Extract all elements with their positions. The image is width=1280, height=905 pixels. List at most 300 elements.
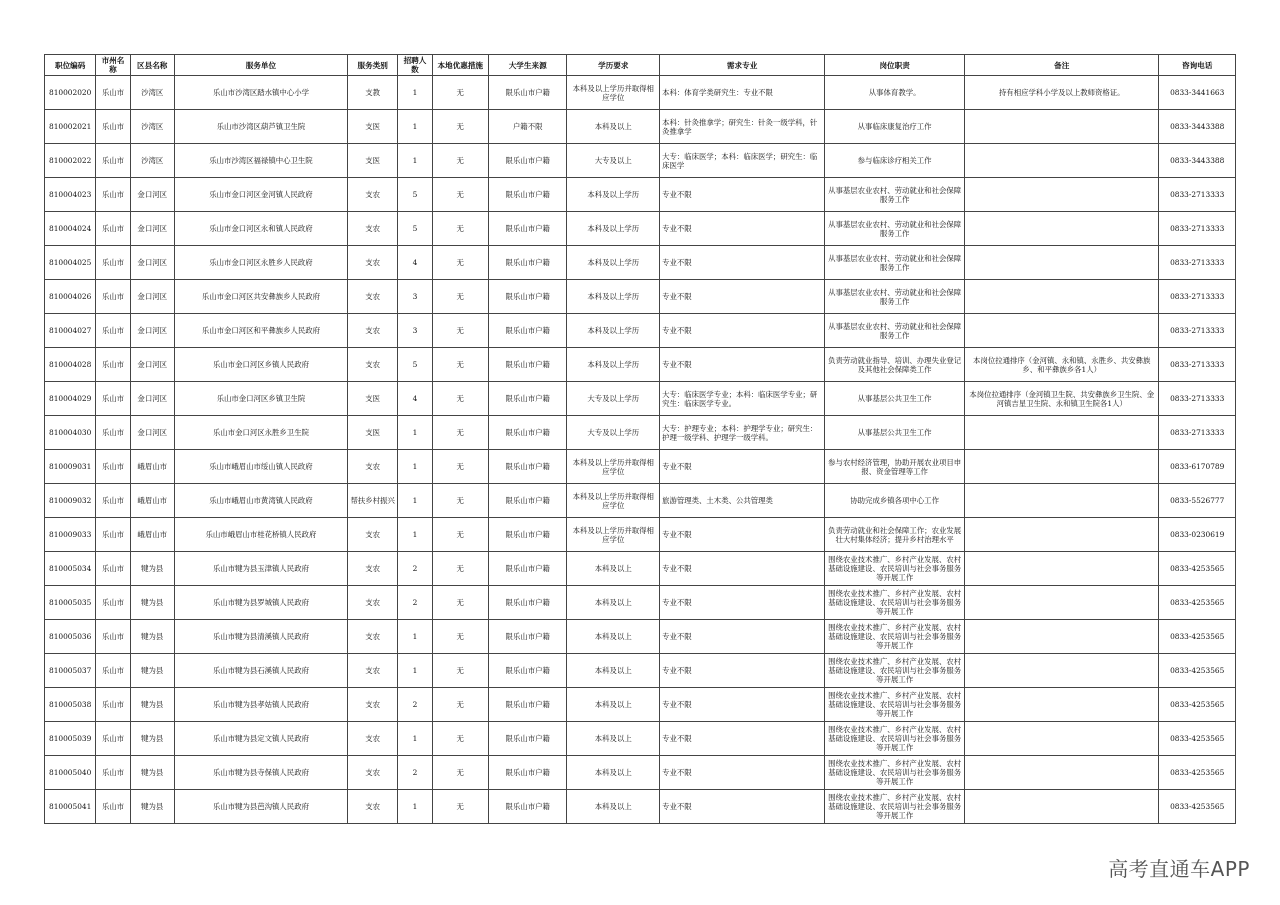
phone-cell: 0833-2713333 <box>1159 416 1236 450</box>
headcount-cell: 1 <box>398 416 432 450</box>
district-cell: 沙湾区 <box>130 76 174 110</box>
headcount-cell: 5 <box>398 348 432 382</box>
duty-cell: 从事基层公共卫生工作 <box>825 382 965 416</box>
major-cell: 专业不限 <box>660 280 825 314</box>
phone-cell: 0833-3443388 <box>1159 144 1236 178</box>
table-row <box>45 246 1236 280</box>
duty-cell: 从事基层农业农村、劳动就业和社会保障服务工作 <box>825 212 965 246</box>
phone-cell: 0833-4253565 <box>1159 552 1236 586</box>
table-body <box>45 76 1236 824</box>
local-benefit-cell: 无 <box>432 654 488 688</box>
table-row <box>45 654 1236 688</box>
unit-cell: 乐山市金口河区乡镇卫生院 <box>174 382 347 416</box>
source-cell: 限乐山市户籍 <box>488 790 567 824</box>
major-cell: 专业不限 <box>660 790 825 824</box>
major-cell: 专业不限 <box>660 246 825 280</box>
unit-cell: 乐山市金口河区永胜乡人民政府 <box>174 246 347 280</box>
remark-cell <box>965 246 1159 280</box>
column-header: 需求专业 <box>660 55 825 76</box>
headcount-cell: 2 <box>398 756 432 790</box>
job-code-cell: 810004023 <box>45 178 96 212</box>
column-header: 市州名称 <box>96 55 130 76</box>
local-benefit-cell: 无 <box>432 382 488 416</box>
headcount-cell: 1 <box>398 484 432 518</box>
remark-cell <box>965 756 1159 790</box>
district-cell: 犍为县 <box>130 790 174 824</box>
watermark: 高考直通车APP <box>1108 857 1250 881</box>
column-header: 岗位职责 <box>825 55 965 76</box>
district-cell: 峨眉山市 <box>130 450 174 484</box>
city-cell: 乐山市 <box>96 76 130 110</box>
local-benefit-cell: 无 <box>432 756 488 790</box>
table-row <box>45 586 1236 620</box>
source-cell: 限乐山市户籍 <box>488 654 567 688</box>
phone-cell: 0833-2713333 <box>1159 382 1236 416</box>
column-header: 招聘人数 <box>398 55 432 76</box>
job-code-cell: 810009032 <box>45 484 96 518</box>
district-cell: 金口河区 <box>130 416 174 450</box>
city-cell: 乐山市 <box>96 450 130 484</box>
duty-cell: 协助完成乡镇各项中心工作 <box>825 484 965 518</box>
unit-cell: 乐山市犍为县罗城镇人民政府 <box>174 586 347 620</box>
job-code-cell: 810002022 <box>45 144 96 178</box>
service-type-cell: 支农 <box>348 280 398 314</box>
education-cell: 本科及以上 <box>567 654 660 688</box>
city-cell: 乐山市 <box>96 348 130 382</box>
table-row <box>45 280 1236 314</box>
service-type-cell: 支医 <box>348 416 398 450</box>
source-cell: 限乐山市户籍 <box>488 722 567 756</box>
unit-cell: 乐山市犍为县孝姑镇人民政府 <box>174 688 347 722</box>
job-code-cell: 810004025 <box>45 246 96 280</box>
education-cell: 本科及以上学历 <box>567 348 660 382</box>
service-type-cell: 支农 <box>348 246 398 280</box>
duty-cell: 参与临床诊疗相关工作 <box>825 144 965 178</box>
local-benefit-cell: 无 <box>432 144 488 178</box>
table-row <box>45 314 1236 348</box>
district-cell: 沙湾区 <box>130 110 174 144</box>
unit-cell: 乐山市沙湾区福禄镇中心卫生院 <box>174 144 347 178</box>
service-type-cell: 支农 <box>348 688 398 722</box>
job-code-cell: 810004030 <box>45 416 96 450</box>
source-cell: 限乐山市户籍 <box>488 416 567 450</box>
city-cell: 乐山市 <box>96 790 130 824</box>
city-cell: 乐山市 <box>96 552 130 586</box>
job-code-cell: 810004026 <box>45 280 96 314</box>
remark-cell <box>965 586 1159 620</box>
education-cell: 大专及以上 <box>567 144 660 178</box>
local-benefit-cell: 无 <box>432 722 488 756</box>
source-cell: 限乐山市户籍 <box>488 212 567 246</box>
education-cell: 本科及以上学历 <box>567 280 660 314</box>
source-cell: 限乐山市户籍 <box>488 552 567 586</box>
local-benefit-cell: 无 <box>432 110 488 144</box>
table-row <box>45 382 1236 416</box>
job-code-cell: 810002020 <box>45 76 96 110</box>
local-benefit-cell: 无 <box>432 688 488 722</box>
duty-cell: 从事基层农业农村、劳动就业和社会保障服务工作 <box>825 178 965 212</box>
remark-cell: 本岗位拉通排序（金河镇卫生院、共安彝族乡卫生院、金河镇吉星卫生院、永和镇卫生院各1人） <box>965 382 1159 416</box>
unit-cell: 乐山市犍为县芭沟镇人民政府 <box>174 790 347 824</box>
remark-cell <box>965 416 1159 450</box>
major-cell: 专业不限 <box>660 722 825 756</box>
column-header: 本地优惠措施 <box>432 55 488 76</box>
phone-cell: 0833-5526777 <box>1159 484 1236 518</box>
headcount-cell: 1 <box>398 654 432 688</box>
duty-cell: 围绕农业技术推广、乡村产业发展、农村基础设施建设、农民培训与社会事务服务等开展工作 <box>825 552 965 586</box>
phone-cell: 0833-3443388 <box>1159 110 1236 144</box>
source-cell: 限乐山市户籍 <box>488 586 567 620</box>
source-cell: 限乐山市户籍 <box>488 314 567 348</box>
phone-cell: 0833-3441663 <box>1159 76 1236 110</box>
headcount-cell: 2 <box>398 586 432 620</box>
unit-cell: 乐山市金口河区永胜乡卫生院 <box>174 416 347 450</box>
service-type-cell: 支农 <box>348 178 398 212</box>
city-cell: 乐山市 <box>96 688 130 722</box>
unit-cell: 乐山市峨眉山市桂花桥镇人民政府 <box>174 518 347 552</box>
education-cell: 本科及以上学历并取得相应学位 <box>567 450 660 484</box>
phone-cell: 0833-2713333 <box>1159 212 1236 246</box>
headcount-cell: 2 <box>398 552 432 586</box>
service-type-cell: 支农 <box>348 654 398 688</box>
headcount-cell: 1 <box>398 620 432 654</box>
local-benefit-cell: 无 <box>432 620 488 654</box>
unit-cell: 乐山市沙湾区踏水镇中心小学 <box>174 76 347 110</box>
city-cell: 乐山市 <box>96 722 130 756</box>
table-row <box>45 76 1236 110</box>
remark-cell <box>965 144 1159 178</box>
city-cell: 乐山市 <box>96 756 130 790</box>
duty-cell: 围绕农业技术推广、乡村产业发展、农村基础设施建设、农民培训与社会事务服务等开展工作 <box>825 620 965 654</box>
duty-cell: 从事体育教学。 <box>825 76 965 110</box>
headcount-cell: 2 <box>398 688 432 722</box>
duty-cell: 围绕农业技术推广、乡村产业发展、农村基础设施建设、农民培训与社会事务服务等开展工作 <box>825 688 965 722</box>
headcount-cell: 4 <box>398 246 432 280</box>
district-cell: 金口河区 <box>130 348 174 382</box>
phone-cell: 0833-2713333 <box>1159 280 1236 314</box>
job-listing-table <box>44 54 1236 824</box>
table-row <box>45 212 1236 246</box>
service-type-cell: 支农 <box>348 586 398 620</box>
unit-cell: 乐山市沙湾区葫芦镇卫生院 <box>174 110 347 144</box>
job-code-cell: 810005037 <box>45 654 96 688</box>
source-cell: 限乐山市户籍 <box>488 178 567 212</box>
major-cell: 大专：临床医学；本科：临床医学；研究生：临床医学 <box>660 144 825 178</box>
job-code-cell: 810004028 <box>45 348 96 382</box>
major-cell: 专业不限 <box>660 348 825 382</box>
local-benefit-cell: 无 <box>432 76 488 110</box>
table-row <box>45 110 1236 144</box>
city-cell: 乐山市 <box>96 212 130 246</box>
table-row <box>45 722 1236 756</box>
duty-cell: 参与农村经济管理，协助开展农业项目申报、资金管理等工作 <box>825 450 965 484</box>
education-cell: 大专及以上学历 <box>567 382 660 416</box>
service-type-cell: 支农 <box>348 790 398 824</box>
education-cell: 本科及以上 <box>567 756 660 790</box>
remark-cell <box>965 518 1159 552</box>
district-cell: 犍为县 <box>130 722 174 756</box>
local-benefit-cell: 无 <box>432 586 488 620</box>
remark-cell <box>965 620 1159 654</box>
table-row <box>45 144 1236 178</box>
unit-cell: 乐山市犍为县定文镇人民政府 <box>174 722 347 756</box>
phone-cell: 0833-4253565 <box>1159 756 1236 790</box>
job-code-cell: 810002021 <box>45 110 96 144</box>
local-benefit-cell: 无 <box>432 416 488 450</box>
column-header: 职位编码 <box>45 55 96 76</box>
duty-cell: 负责劳动就业和社会保障工作；农业发展壮大村集体经济；提升乡村治理水平 <box>825 518 965 552</box>
table-row <box>45 178 1236 212</box>
service-type-cell: 支农 <box>348 518 398 552</box>
duty-cell: 从事基层农业农村、劳动就业和社会保障服务工作 <box>825 314 965 348</box>
job-code-cell: 810009033 <box>45 518 96 552</box>
duty-cell: 从事基层农业农村、劳动就业和社会保障服务工作 <box>825 280 965 314</box>
source-cell: 限乐山市户籍 <box>488 144 567 178</box>
district-cell: 峨眉山市 <box>130 484 174 518</box>
phone-cell: 0833-2713333 <box>1159 314 1236 348</box>
remark-cell <box>965 688 1159 722</box>
remark-cell <box>965 790 1159 824</box>
phone-cell: 0833-4253565 <box>1159 722 1236 756</box>
education-cell: 本科及以上 <box>567 586 660 620</box>
job-code-cell: 810005038 <box>45 688 96 722</box>
district-cell: 犍为县 <box>130 688 174 722</box>
service-type-cell: 支医 <box>348 382 398 416</box>
phone-cell: 0833-4253565 <box>1159 790 1236 824</box>
table-row <box>45 790 1236 824</box>
local-benefit-cell: 无 <box>432 348 488 382</box>
unit-cell: 乐山市犍为县清溪镇人民政府 <box>174 620 347 654</box>
major-cell: 专业不限 <box>660 586 825 620</box>
unit-cell: 乐山市峨眉山市绥山镇人民政府 <box>174 450 347 484</box>
duty-cell: 围绕农业技术推广、乡村产业发展、农村基础设施建设、农民培训与社会事务服务等开展工作 <box>825 790 965 824</box>
column-header: 服务类别 <box>348 55 398 76</box>
remark-cell: 本岗位拉通排序（金河镇、永和镇、永胜乡、共安彝族乡、和平彝族乡各1人） <box>965 348 1159 382</box>
education-cell: 本科及以上 <box>567 688 660 722</box>
education-cell: 本科及以上学历并取得相应学位 <box>567 484 660 518</box>
source-cell: 限乐山市户籍 <box>488 246 567 280</box>
city-cell: 乐山市 <box>96 314 130 348</box>
table-row <box>45 688 1236 722</box>
remark-cell <box>965 654 1159 688</box>
district-cell: 犍为县 <box>130 586 174 620</box>
major-cell: 大专：护理专业；本科：护理学专业；研究生：护理一级学科、护理学一级学科。 <box>660 416 825 450</box>
headcount-cell: 3 <box>398 314 432 348</box>
service-type-cell: 支农 <box>348 756 398 790</box>
remark-cell <box>965 484 1159 518</box>
source-cell: 限乐山市户籍 <box>488 484 567 518</box>
source-cell: 限乐山市户籍 <box>488 450 567 484</box>
city-cell: 乐山市 <box>96 518 130 552</box>
service-type-cell: 支农 <box>348 552 398 586</box>
source-cell: 限乐山市户籍 <box>488 382 567 416</box>
service-type-cell: 支农 <box>348 450 398 484</box>
table-row <box>45 484 1236 518</box>
city-cell: 乐山市 <box>96 620 130 654</box>
city-cell: 乐山市 <box>96 586 130 620</box>
table-row <box>45 416 1236 450</box>
local-benefit-cell: 无 <box>432 790 488 824</box>
major-cell: 旅游管理类、土木类、公共管理类 <box>660 484 825 518</box>
headcount-cell: 1 <box>398 110 432 144</box>
headcount-cell: 5 <box>398 212 432 246</box>
column-header: 学历要求 <box>567 55 660 76</box>
district-cell: 金口河区 <box>130 382 174 416</box>
local-benefit-cell: 无 <box>432 178 488 212</box>
headcount-cell: 5 <box>398 178 432 212</box>
unit-cell: 乐山市金口河区乡镇人民政府 <box>174 348 347 382</box>
city-cell: 乐山市 <box>96 246 130 280</box>
city-cell: 乐山市 <box>96 144 130 178</box>
education-cell: 本科及以上 <box>567 110 660 144</box>
duty-cell: 负责劳动就业指导、培训、办理失业登记及其他社会保障类工作 <box>825 348 965 382</box>
phone-cell: 0833-4253565 <box>1159 654 1236 688</box>
district-cell: 金口河区 <box>130 314 174 348</box>
remark-cell <box>965 178 1159 212</box>
education-cell: 本科及以上 <box>567 790 660 824</box>
duty-cell: 围绕农业技术推广、乡村产业发展、农村基础设施建设、农民培训与社会事务服务等开展工作 <box>825 654 965 688</box>
job-code-cell: 810005041 <box>45 790 96 824</box>
job-code-cell: 810005040 <box>45 756 96 790</box>
job-code-cell: 810005034 <box>45 552 96 586</box>
major-cell: 专业不限 <box>660 314 825 348</box>
service-type-cell: 支农 <box>348 722 398 756</box>
job-code-cell: 810004027 <box>45 314 96 348</box>
phone-cell: 0833-2713333 <box>1159 348 1236 382</box>
phone-cell: 0833-4253565 <box>1159 620 1236 654</box>
education-cell: 本科及以上 <box>567 620 660 654</box>
unit-cell: 乐山市金口河区共安彝族乡人民政府 <box>174 280 347 314</box>
job-code-cell: 810005035 <box>45 586 96 620</box>
column-header: 区县名称 <box>130 55 174 76</box>
source-cell: 限乐山市户籍 <box>488 280 567 314</box>
job-code-cell: 810004024 <box>45 212 96 246</box>
major-cell: 专业不限 <box>660 212 825 246</box>
unit-cell: 乐山市犍为县石溪镇人民政府 <box>174 654 347 688</box>
duty-cell: 从事基层农业农村、劳动就业和社会保障服务工作 <box>825 246 965 280</box>
district-cell: 犍为县 <box>130 654 174 688</box>
education-cell: 本科及以上学历 <box>567 178 660 212</box>
education-cell: 本科及以上学历并取得相应学位 <box>567 76 660 110</box>
unit-cell: 乐山市犍为县寺保镇人民政府 <box>174 756 347 790</box>
job-code-cell: 810004029 <box>45 382 96 416</box>
education-cell: 本科及以上 <box>567 552 660 586</box>
unit-cell: 乐山市金口河区和平彝族乡人民政府 <box>174 314 347 348</box>
phone-cell: 0833-2713333 <box>1159 178 1236 212</box>
remark-cell <box>965 212 1159 246</box>
duty-cell: 从事临床康复治疗工作 <box>825 110 965 144</box>
education-cell: 本科及以上学历 <box>567 314 660 348</box>
service-type-cell: 帮扶乡村振兴 <box>348 484 398 518</box>
job-code-cell: 810005036 <box>45 620 96 654</box>
city-cell: 乐山市 <box>96 416 130 450</box>
service-type-cell: 支农 <box>348 620 398 654</box>
source-cell: 限乐山市户籍 <box>488 348 567 382</box>
source-cell: 限乐山市户籍 <box>488 688 567 722</box>
education-cell: 大专及以上学历 <box>567 416 660 450</box>
major-cell: 专业不限 <box>660 518 825 552</box>
city-cell: 乐山市 <box>96 382 130 416</box>
major-cell: 专业不限 <box>660 178 825 212</box>
city-cell: 乐山市 <box>96 110 130 144</box>
duty-cell: 从事基层公共卫生工作 <box>825 416 965 450</box>
source-cell: 限乐山市户籍 <box>488 756 567 790</box>
column-header: 服务单位 <box>174 55 347 76</box>
headcount-cell: 3 <box>398 280 432 314</box>
headcount-cell: 1 <box>398 722 432 756</box>
education-cell: 本科及以上学历 <box>567 212 660 246</box>
remark-cell <box>965 552 1159 586</box>
district-cell: 峨眉山市 <box>130 518 174 552</box>
phone-cell: 0833-0230619 <box>1159 518 1236 552</box>
major-cell: 专业不限 <box>660 620 825 654</box>
headcount-cell: 1 <box>398 144 432 178</box>
duty-cell: 围绕农业技术推广、乡村产业发展、农村基础设施建设、农民培训与社会事务服务等开展工作 <box>825 756 965 790</box>
duty-cell: 围绕农业技术推广、乡村产业发展、农村基础设施建设、农民培训与社会事务服务等开展工作 <box>825 586 965 620</box>
district-cell: 犍为县 <box>130 620 174 654</box>
headcount-cell: 1 <box>398 790 432 824</box>
phone-cell: 0833-6170789 <box>1159 450 1236 484</box>
job-code-cell: 810005039 <box>45 722 96 756</box>
remark-cell <box>965 450 1159 484</box>
table-row <box>45 552 1236 586</box>
duty-cell: 围绕农业技术推广、乡村产业发展、农村基础设施建设、农民培训与社会事务服务等开展工作 <box>825 722 965 756</box>
table-row <box>45 450 1236 484</box>
service-type-cell: 支医 <box>348 144 398 178</box>
unit-cell: 乐山市犍为县玉津镇人民政府 <box>174 552 347 586</box>
remark-cell <box>965 722 1159 756</box>
local-benefit-cell: 无 <box>432 518 488 552</box>
unit-cell: 乐山市金口河区金河镇人民政府 <box>174 178 347 212</box>
city-cell: 乐山市 <box>96 178 130 212</box>
service-type-cell: 支农 <box>348 314 398 348</box>
district-cell: 金口河区 <box>130 246 174 280</box>
table-row <box>45 518 1236 552</box>
major-cell: 专业不限 <box>660 450 825 484</box>
local-benefit-cell: 无 <box>432 280 488 314</box>
major-cell: 专业不限 <box>660 688 825 722</box>
column-header: 咨询电话 <box>1159 55 1236 76</box>
major-cell: 大专：临床医学专业；本科：临床医学专业；研究生：临床医学专业。 <box>660 382 825 416</box>
headcount-cell: 1 <box>398 76 432 110</box>
major-cell: 专业不限 <box>660 552 825 586</box>
city-cell: 乐山市 <box>96 280 130 314</box>
education-cell: 本科及以上 <box>567 722 660 756</box>
city-cell: 乐山市 <box>96 654 130 688</box>
source-cell: 限乐山市户籍 <box>488 518 567 552</box>
unit-cell: 乐山市峨眉山市黄湾镇人民政府 <box>174 484 347 518</box>
unit-cell: 乐山市金口河区永和镇人民政府 <box>174 212 347 246</box>
table-row <box>45 620 1236 654</box>
service-type-cell: 支农 <box>348 348 398 382</box>
table-row <box>45 348 1236 382</box>
column-header: 大学生来源 <box>488 55 567 76</box>
phone-cell: 0833-4253565 <box>1159 688 1236 722</box>
major-cell: 本科：体育学类研究生：专业不限 <box>660 76 825 110</box>
local-benefit-cell: 无 <box>432 450 488 484</box>
job-code-cell: 810009031 <box>45 450 96 484</box>
remark-cell <box>965 110 1159 144</box>
header-row <box>45 55 1236 76</box>
major-cell: 本科：针灸推拿学；研究生：针灸一级学科，针灸推拿学 <box>660 110 825 144</box>
headcount-cell: 4 <box>398 382 432 416</box>
major-cell: 专业不限 <box>660 654 825 688</box>
phone-cell: 0833-4253565 <box>1159 586 1236 620</box>
remark-cell <box>965 280 1159 314</box>
source-cell: 户籍不限 <box>488 110 567 144</box>
service-type-cell: 支农 <box>348 212 398 246</box>
education-cell: 本科及以上学历 <box>567 246 660 280</box>
